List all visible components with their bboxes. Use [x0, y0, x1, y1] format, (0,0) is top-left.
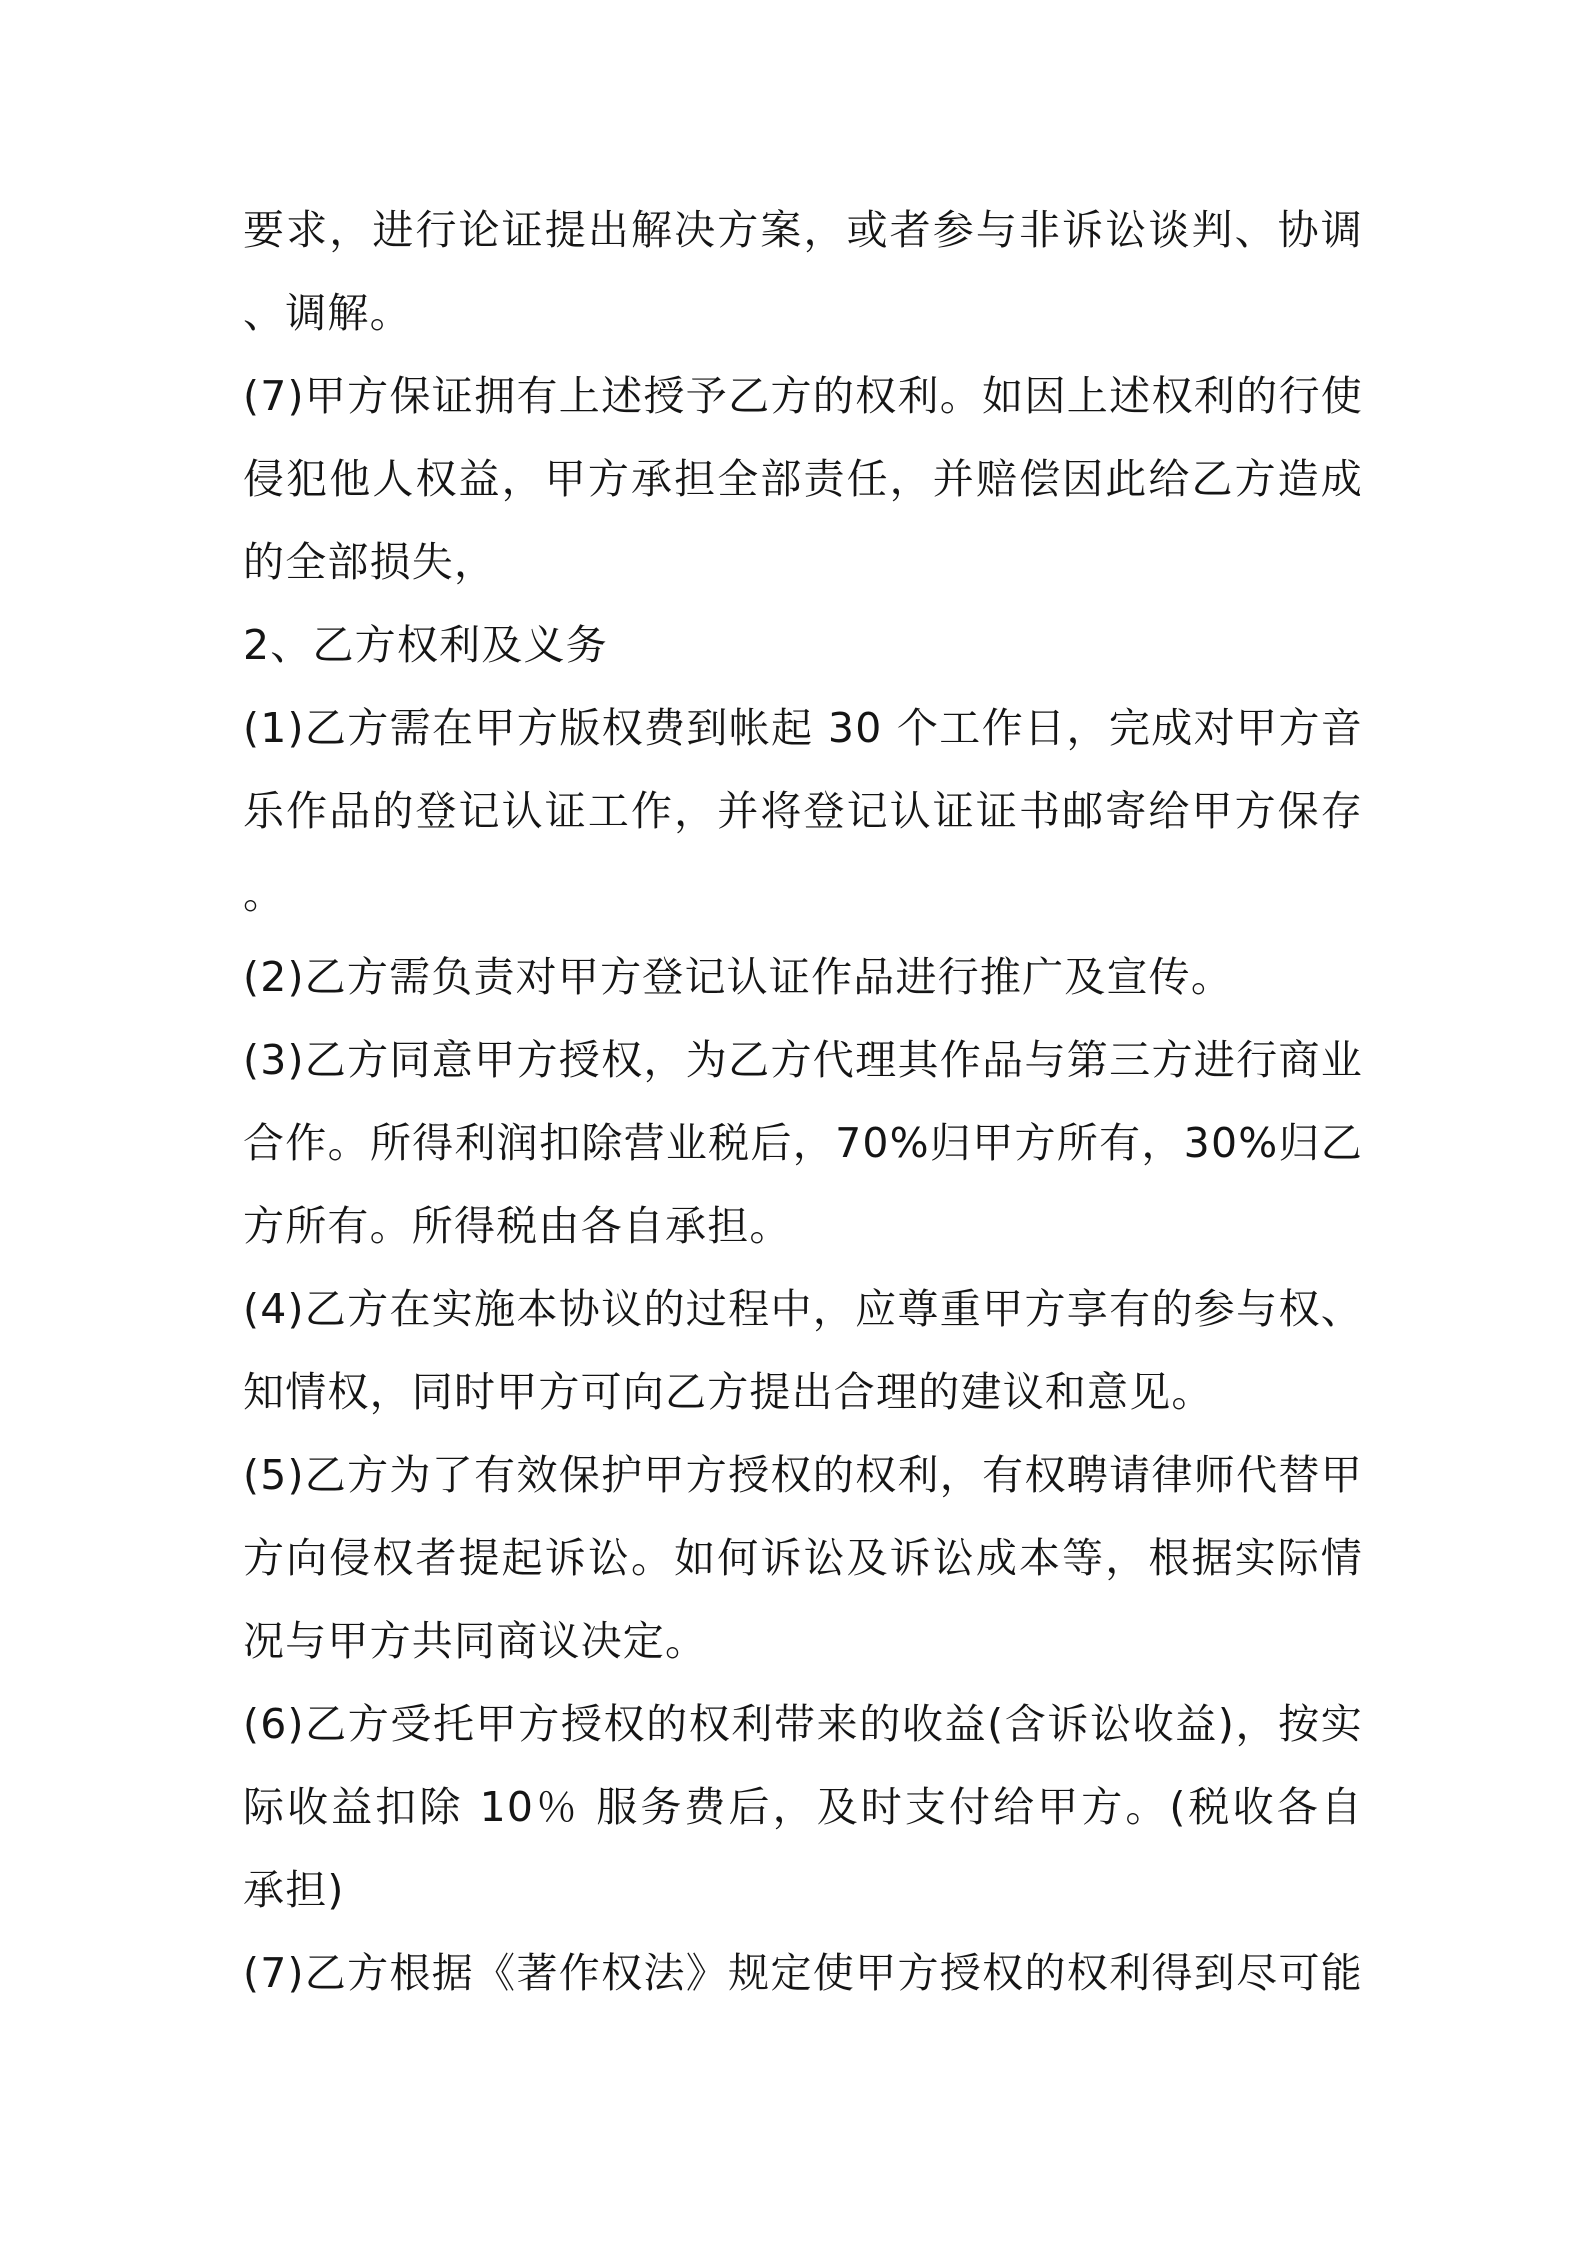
text-line: (6)乙方受托甲方授权的权利带来的收益(含诉讼收益)，按实: [243, 1700, 1363, 1748]
text-line: 合作。所得利润扣除营业税后，70%归甲方所有，30%归乙: [243, 1119, 1363, 1167]
text-line: (2)乙方需负责对甲方登记认证作品进行推广及宣传。: [243, 953, 1234, 1001]
text-line: 、调解。: [243, 289, 412, 337]
text-line: (5)乙方为了有效保护甲方授权的权利，有权聘请律师代替甲: [243, 1451, 1363, 1499]
text-line: (7)乙方根据《著作权法》规定使甲方授权的权利得到尽可能: [243, 1949, 1363, 1997]
text-line: (1)乙方需在甲方版权费到帐起 30 个工作日，完成对甲方音: [243, 704, 1363, 752]
text-line: 乐作品的登记认证工作，并将登记认证证书邮寄给甲方保存: [243, 787, 1363, 835]
text-line: (4)乙方在实施本协议的过程中，应尊重甲方享有的参与权、: [243, 1285, 1363, 1333]
text-line: (3)乙方同意甲方授权，为乙方代理其作品与第三方进行商业: [243, 1036, 1363, 1084]
text-line: 际收益扣除 10％ 服务费后，及时支付给甲方。(税收各自: [243, 1783, 1363, 1831]
text-line: (7)甲方保证拥有上述授予乙方的权利。如因上述权利的行使: [243, 372, 1363, 420]
document-body: [243, 196, 1363, 2022]
text-line: 知情权，同时甲方可向乙方提出合理的建议和意见。: [243, 1368, 1214, 1416]
text-line: 要求，进行论证提出解决方案，或者参与非诉讼谈判、协调: [243, 206, 1363, 254]
section-heading: 2、乙方权利及义务: [243, 621, 608, 669]
text-line: 。: [243, 870, 286, 918]
text-line: 况与甲方共同商议决定。: [243, 1617, 708, 1665]
text-line: 方所有。所得税由各自承担。: [243, 1202, 792, 1250]
text-line: 的全部损失，: [243, 538, 497, 586]
text-line: 侵犯他人权益，甲方承担全部责任，并赔偿因此给乙方造成: [243, 455, 1363, 503]
text-line: 方向侵权者提起诉讼。如何诉讼及诉讼成本等，根据实际情: [243, 1534, 1363, 1582]
text-line: 承担): [243, 1866, 345, 1914]
